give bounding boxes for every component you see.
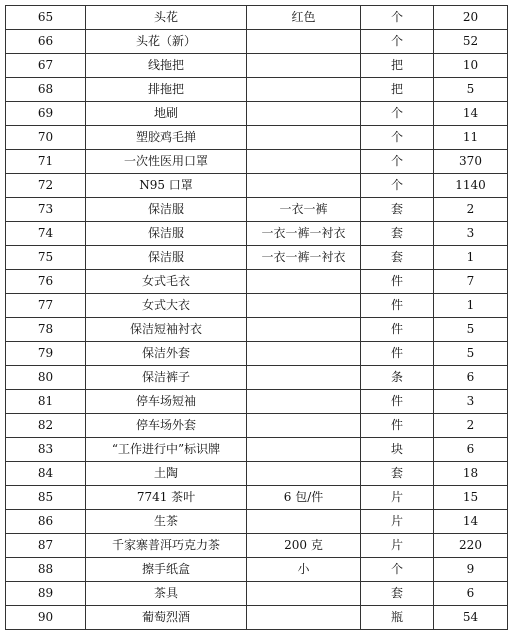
row-number-cell: 70 bbox=[6, 126, 86, 150]
item-spec-cell: 一衣一裤一衬衣 bbox=[247, 246, 361, 270]
table-row bbox=[6, 414, 508, 438]
table-row bbox=[6, 54, 508, 78]
item-unit-cell: 套 bbox=[361, 246, 434, 270]
item-quantity-cell: 52 bbox=[434, 30, 508, 54]
table-row bbox=[6, 510, 508, 534]
item-spec-cell bbox=[247, 294, 361, 318]
item-quantity-cell: 54 bbox=[434, 606, 508, 630]
item-name-cell: 一次性医用口罩 bbox=[86, 150, 247, 174]
item-name-cell: 茶具 bbox=[86, 582, 247, 606]
item-name-cell: 头花 bbox=[86, 6, 247, 30]
item-spec-cell bbox=[247, 582, 361, 606]
item-name-cell: 葡萄烈酒 bbox=[86, 606, 247, 630]
table-row bbox=[6, 486, 508, 510]
row-number-cell: 83 bbox=[6, 438, 86, 462]
item-quantity-cell: 2 bbox=[434, 198, 508, 222]
table-row bbox=[6, 558, 508, 582]
table-row bbox=[6, 78, 508, 102]
table-row bbox=[6, 342, 508, 366]
table-row bbox=[6, 366, 508, 390]
table-row bbox=[6, 222, 508, 246]
item-unit-cell: 件 bbox=[361, 270, 434, 294]
item-name-cell: 保洁短袖衬衣 bbox=[86, 318, 247, 342]
item-unit-cell: 套 bbox=[361, 582, 434, 606]
item-unit-cell: 件 bbox=[361, 294, 434, 318]
row-number-cell: 68 bbox=[6, 78, 86, 102]
table-row bbox=[6, 270, 508, 294]
row-number-cell: 66 bbox=[6, 30, 86, 54]
table-row bbox=[6, 150, 508, 174]
item-unit-cell: 把 bbox=[361, 78, 434, 102]
table-row bbox=[6, 6, 508, 30]
row-number-cell: 67 bbox=[6, 54, 86, 78]
item-unit-cell: 片 bbox=[361, 534, 434, 558]
item-quantity-cell: 14 bbox=[434, 510, 508, 534]
item-quantity-cell: 3 bbox=[434, 390, 508, 414]
item-spec-cell bbox=[247, 342, 361, 366]
item-name-cell: 女式毛衣 bbox=[86, 270, 247, 294]
item-quantity-cell: 15 bbox=[434, 486, 508, 510]
item-name-cell: 塑胶鸡毛掸 bbox=[86, 126, 247, 150]
item-quantity-cell: 6 bbox=[434, 438, 508, 462]
row-number-cell: 78 bbox=[6, 318, 86, 342]
item-quantity-cell: 11 bbox=[434, 126, 508, 150]
item-quantity-cell: 18 bbox=[434, 462, 508, 486]
item-name-cell: 土陶 bbox=[86, 462, 247, 486]
row-number-cell: 69 bbox=[6, 102, 86, 126]
row-number-cell: 80 bbox=[6, 366, 86, 390]
item-quantity-cell: 370 bbox=[434, 150, 508, 174]
table-row bbox=[6, 534, 508, 558]
item-spec-cell: 一衣一裤一衬衣 bbox=[247, 222, 361, 246]
item-name-cell: 擦手纸盒 bbox=[86, 558, 247, 582]
table-row bbox=[6, 126, 508, 150]
item-quantity-cell: 14 bbox=[434, 102, 508, 126]
item-spec-cell bbox=[247, 438, 361, 462]
item-name-cell: 保洁裤子 bbox=[86, 366, 247, 390]
item-unit-cell: 个 bbox=[361, 558, 434, 582]
item-spec-cell: 小 bbox=[247, 558, 361, 582]
item-name-cell: 地刷 bbox=[86, 102, 247, 126]
item-unit-cell: 条 bbox=[361, 366, 434, 390]
item-name-cell: 保洁服 bbox=[86, 198, 247, 222]
row-number-cell: 86 bbox=[6, 510, 86, 534]
item-spec-cell bbox=[247, 462, 361, 486]
item-unit-cell: 个 bbox=[361, 150, 434, 174]
item-unit-cell: 件 bbox=[361, 318, 434, 342]
table-row bbox=[6, 582, 508, 606]
row-number-cell: 71 bbox=[6, 150, 86, 174]
row-number-cell: 85 bbox=[6, 486, 86, 510]
item-unit-cell: 把 bbox=[361, 54, 434, 78]
item-quantity-cell: 3 bbox=[434, 222, 508, 246]
item-unit-cell: 片 bbox=[361, 486, 434, 510]
item-spec-cell bbox=[247, 606, 361, 630]
item-name-cell: 保洁外套 bbox=[86, 342, 247, 366]
row-number-cell: 73 bbox=[6, 198, 86, 222]
row-number-cell: 87 bbox=[6, 534, 86, 558]
row-number-cell: 65 bbox=[6, 6, 86, 30]
row-number-cell: 77 bbox=[6, 294, 86, 318]
item-name-cell: 线拖把 bbox=[86, 54, 247, 78]
item-quantity-cell: 20 bbox=[434, 6, 508, 30]
item-unit-cell: 个 bbox=[361, 6, 434, 30]
table-row bbox=[6, 606, 508, 630]
item-spec-cell bbox=[247, 102, 361, 126]
item-unit-cell: 套 bbox=[361, 222, 434, 246]
item-spec-cell bbox=[247, 414, 361, 438]
table-row bbox=[6, 390, 508, 414]
item-spec-cell bbox=[247, 126, 361, 150]
item-name-cell: 千家寨普洱巧克力茶 bbox=[86, 534, 247, 558]
item-unit-cell: 套 bbox=[361, 462, 434, 486]
item-spec-cell bbox=[247, 54, 361, 78]
item-quantity-cell: 6 bbox=[434, 366, 508, 390]
item-name-cell: 停车场短袖 bbox=[86, 390, 247, 414]
item-spec-cell bbox=[247, 366, 361, 390]
item-unit-cell: 件 bbox=[361, 414, 434, 438]
item-quantity-cell: 220 bbox=[434, 534, 508, 558]
item-quantity-cell: 6 bbox=[434, 582, 508, 606]
item-unit-cell: 个 bbox=[361, 102, 434, 126]
item-name-cell: 女式大衣 bbox=[86, 294, 247, 318]
row-number-cell: 81 bbox=[6, 390, 86, 414]
row-number-cell: 79 bbox=[6, 342, 86, 366]
item-name-cell: 生茶 bbox=[86, 510, 247, 534]
item-spec-cell bbox=[247, 78, 361, 102]
item-name-cell: 排拖把 bbox=[86, 78, 247, 102]
table-row bbox=[6, 30, 508, 54]
item-unit-cell: 件 bbox=[361, 342, 434, 366]
row-number-cell: 82 bbox=[6, 414, 86, 438]
table-row bbox=[6, 438, 508, 462]
item-quantity-cell: 5 bbox=[434, 342, 508, 366]
item-unit-cell: 套 bbox=[361, 198, 434, 222]
row-number-cell: 72 bbox=[6, 174, 86, 198]
table-row bbox=[6, 174, 508, 198]
table-row bbox=[6, 246, 508, 270]
row-number-cell: 89 bbox=[6, 582, 86, 606]
inventory-table-body bbox=[6, 6, 508, 630]
item-unit-cell: 件 bbox=[361, 390, 434, 414]
item-quantity-cell: 1 bbox=[434, 294, 508, 318]
item-spec-cell: 6 包/件 bbox=[247, 486, 361, 510]
item-name-cell: 头花（新） bbox=[86, 30, 247, 54]
row-number-cell: 84 bbox=[6, 462, 86, 486]
table-row bbox=[6, 294, 508, 318]
table-row bbox=[6, 198, 508, 222]
item-quantity-cell: 7 bbox=[434, 270, 508, 294]
item-name-cell: 保洁服 bbox=[86, 222, 247, 246]
item-name-cell: 保洁服 bbox=[86, 246, 247, 270]
row-number-cell: 75 bbox=[6, 246, 86, 270]
item-unit-cell: 个 bbox=[361, 174, 434, 198]
item-unit-cell: 瓶 bbox=[361, 606, 434, 630]
row-number-cell: 74 bbox=[6, 222, 86, 246]
item-unit-cell: 块 bbox=[361, 438, 434, 462]
item-name-cell: 7741 茶叶 bbox=[86, 486, 247, 510]
item-spec-cell: 红色 bbox=[247, 6, 361, 30]
item-spec-cell bbox=[247, 318, 361, 342]
row-number-cell: 90 bbox=[6, 606, 86, 630]
item-name-cell: N95 口罩 bbox=[86, 174, 247, 198]
item-quantity-cell: 1 bbox=[434, 246, 508, 270]
table-row bbox=[6, 102, 508, 126]
item-quantity-cell: 2 bbox=[434, 414, 508, 438]
item-spec-cell bbox=[247, 174, 361, 198]
row-number-cell: 76 bbox=[6, 270, 86, 294]
item-name-cell: “工作进行中”标识牌 bbox=[86, 438, 247, 462]
item-quantity-cell: 5 bbox=[434, 318, 508, 342]
item-spec-cell: 200 克 bbox=[247, 534, 361, 558]
item-spec-cell bbox=[247, 270, 361, 294]
item-quantity-cell: 9 bbox=[434, 558, 508, 582]
item-spec-cell bbox=[247, 150, 361, 174]
item-spec-cell bbox=[247, 30, 361, 54]
item-quantity-cell: 5 bbox=[434, 78, 508, 102]
inventory-table bbox=[5, 5, 508, 630]
table-row bbox=[6, 318, 508, 342]
item-unit-cell: 片 bbox=[361, 510, 434, 534]
item-spec-cell bbox=[247, 390, 361, 414]
item-spec-cell bbox=[247, 510, 361, 534]
item-spec-cell: 一衣一裤 bbox=[247, 198, 361, 222]
item-unit-cell: 个 bbox=[361, 30, 434, 54]
item-quantity-cell: 10 bbox=[434, 54, 508, 78]
row-number-cell: 88 bbox=[6, 558, 86, 582]
item-quantity-cell: 1140 bbox=[434, 174, 508, 198]
table-row bbox=[6, 462, 508, 486]
item-unit-cell: 个 bbox=[361, 126, 434, 150]
item-name-cell: 停车场外套 bbox=[86, 414, 247, 438]
